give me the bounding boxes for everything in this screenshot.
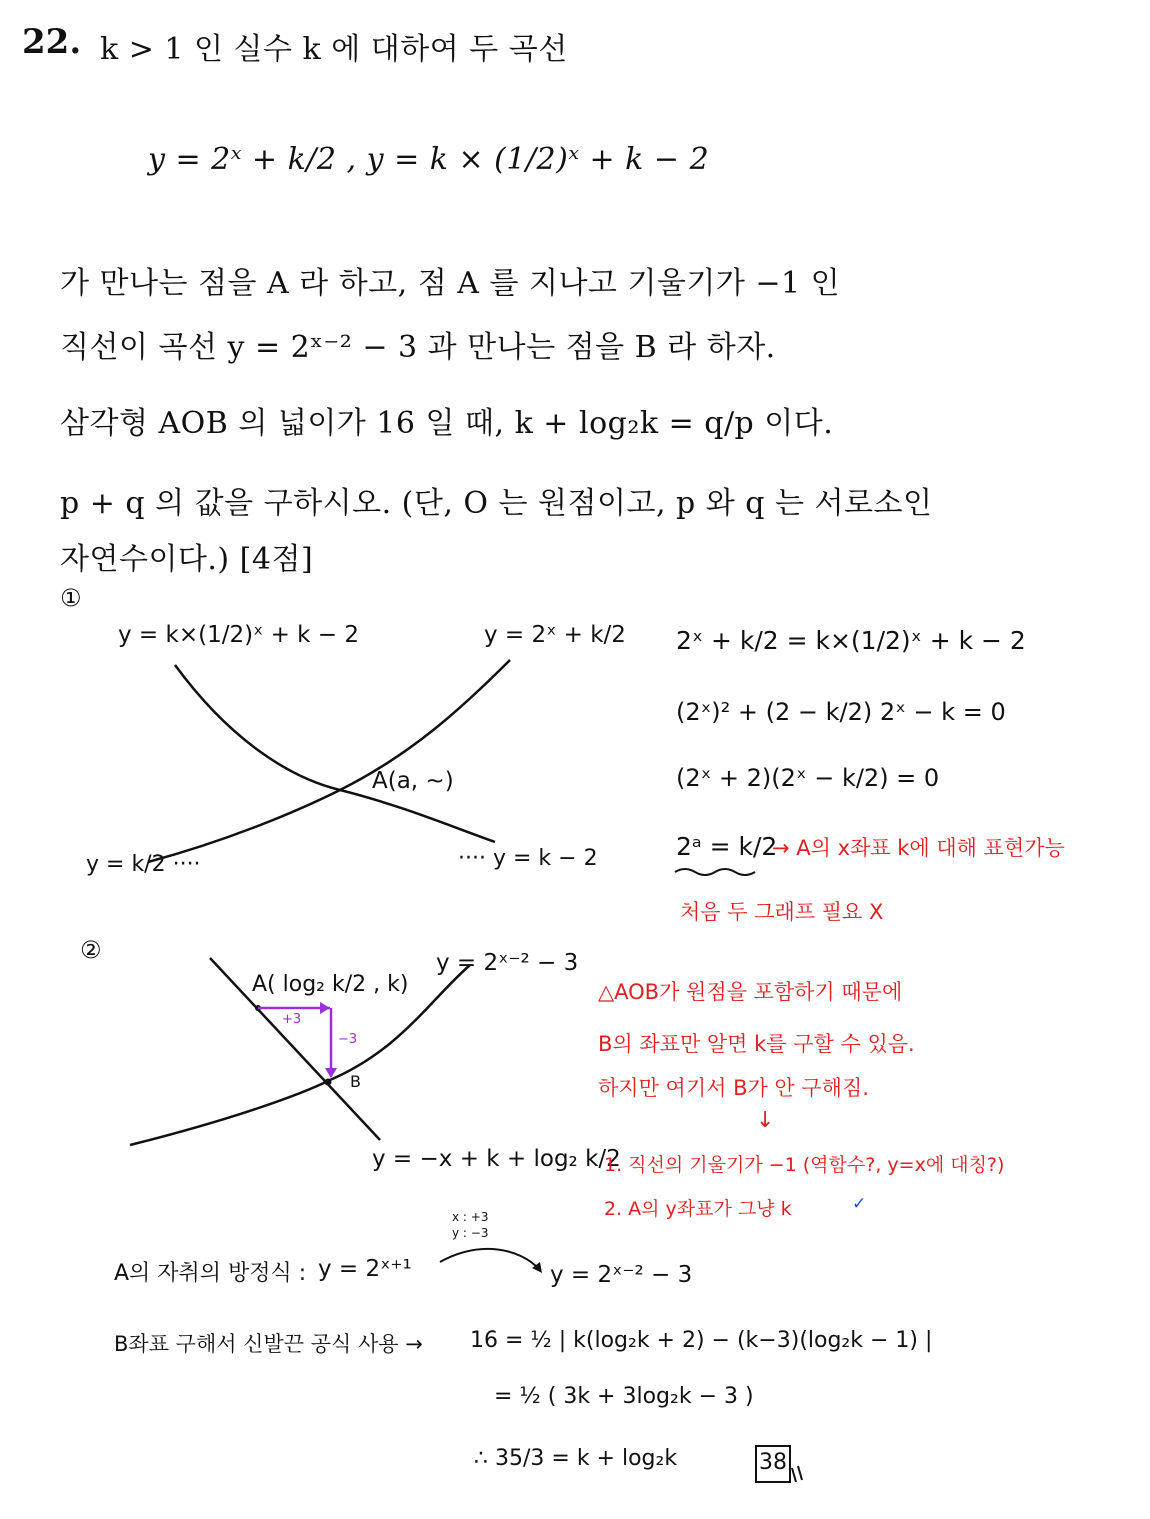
label-decreasing-curve: y = k×(1/2)ˣ + k − 2 [118, 622, 360, 648]
label-line-equation: y = −x + k + log₂ k/2 [372, 1146, 621, 1172]
transform-arrow [440, 1249, 540, 1270]
locus-equation: y = 2ˣ⁺¹ [318, 1256, 412, 1282]
red-note-contains-origin: △AOB가 원점을 포함하기 때문에 [598, 980, 903, 1004]
label-minus-3: −3 [338, 1032, 358, 1047]
section-1-marker: ① [60, 584, 82, 612]
equation-step-2: (2ˣ)² + (2 − k/2) 2ˣ − k = 0 [676, 698, 1006, 726]
shoelace-label: B좌표 구해서 신발끈 공식 사용 → [114, 1332, 423, 1356]
problem-number: 22. [22, 22, 82, 62]
red-note-B-not-found: 하지만 여기서 B가 안 구해짐. [598, 1076, 869, 1100]
equation-step-3: (2ˣ + 2)(2ˣ − k/2) = 0 [676, 764, 940, 792]
check-mark-icon: ✓ [852, 1194, 867, 1214]
asymptote-left: y = k/2 ···· [86, 852, 201, 877]
red-note-slope: 1. 직선의 기울기가 −1 (역함수?, y=x에 대칭?) [604, 1154, 1005, 1176]
curve-equations: y = 2ˣ + k/2 , y = k × (1/2)ˣ + k − 2 [148, 142, 710, 177]
wavy-underline [675, 869, 755, 875]
final-answer: 38 [759, 1450, 787, 1475]
shift-y: y : −3 [452, 1226, 489, 1240]
shift-result-equation: y = 2ˣ⁻² − 3 [550, 1262, 693, 1288]
equation-step-1: 2ˣ + k/2 = k×(1/2)ˣ + k − 2 [676, 626, 1026, 655]
decreasing-curve [175, 665, 495, 842]
section-2-marker: ② [80, 936, 102, 964]
locus-label: A의 자취의 방정식 : [114, 1261, 307, 1286]
label-point-A-coords: A( log₂ k/2 , k) [252, 972, 409, 997]
calc-line-1: 16 = ½ | k(log₂k + 2) − (k−3)(log₂k − 1) | [470, 1328, 933, 1353]
label-curve-2: y = 2ˣ⁻² − 3 [436, 950, 579, 976]
equation-step-4: 2ᵃ = k/2 [676, 832, 778, 861]
red-note-graphs-unneeded: 처음 두 그래프 필요 X [680, 900, 884, 924]
red-down-arrow: ↓ [756, 1108, 775, 1133]
shift-x: x : +3 [452, 1210, 489, 1224]
increasing-curve [148, 660, 510, 862]
label-plus-3: +3 [282, 1012, 302, 1027]
label-point-B: B [350, 1072, 361, 1091]
label-point-A: A(a, ~) [372, 768, 454, 794]
red-note-x-coordinate: → A의 x좌표 k에 대해 표현가능 [772, 836, 1065, 860]
red-note-y-coordinate: 2. A의 y좌표가 그냥 k [604, 1198, 792, 1220]
problem-line-2: 직선이 곡선 y = 2ˣ⁻² − 3 과 만나는 점을 B 라 하자. [60, 330, 776, 365]
red-note-need-B: B의 좌표만 알면 k를 구할 수 있음. [598, 1032, 915, 1056]
point-B-dot [325, 1079, 332, 1086]
problem-intro: k > 1 인 실수 k 에 대하여 두 곡선 [100, 32, 568, 67]
problem-line-1: 가 만나는 점을 A 라 하고, 점 A 를 지나고 기울기가 −1 인 [60, 266, 841, 301]
calc-line-3: ∴ 35/3 = k + log₂k [474, 1446, 678, 1471]
calc-line-2: = ½ ( 3k + 3log₂k − 3 ) [494, 1384, 754, 1409]
problem-line-5: 자연수이다.) [4점] [60, 542, 314, 577]
problem-line-4: p + q 의 값을 구하시오. (단, O 는 원점이고, p 와 q 는 서로소인 [60, 486, 933, 521]
label-increasing-curve: y = 2ˣ + k/2 [484, 622, 626, 648]
asymptote-right: ···· y = k − 2 [458, 846, 598, 871]
problem-line-3: 삼각형 AOB 의 넓이가 16 일 때, k + log₂k = q/p 이다. [60, 406, 834, 441]
